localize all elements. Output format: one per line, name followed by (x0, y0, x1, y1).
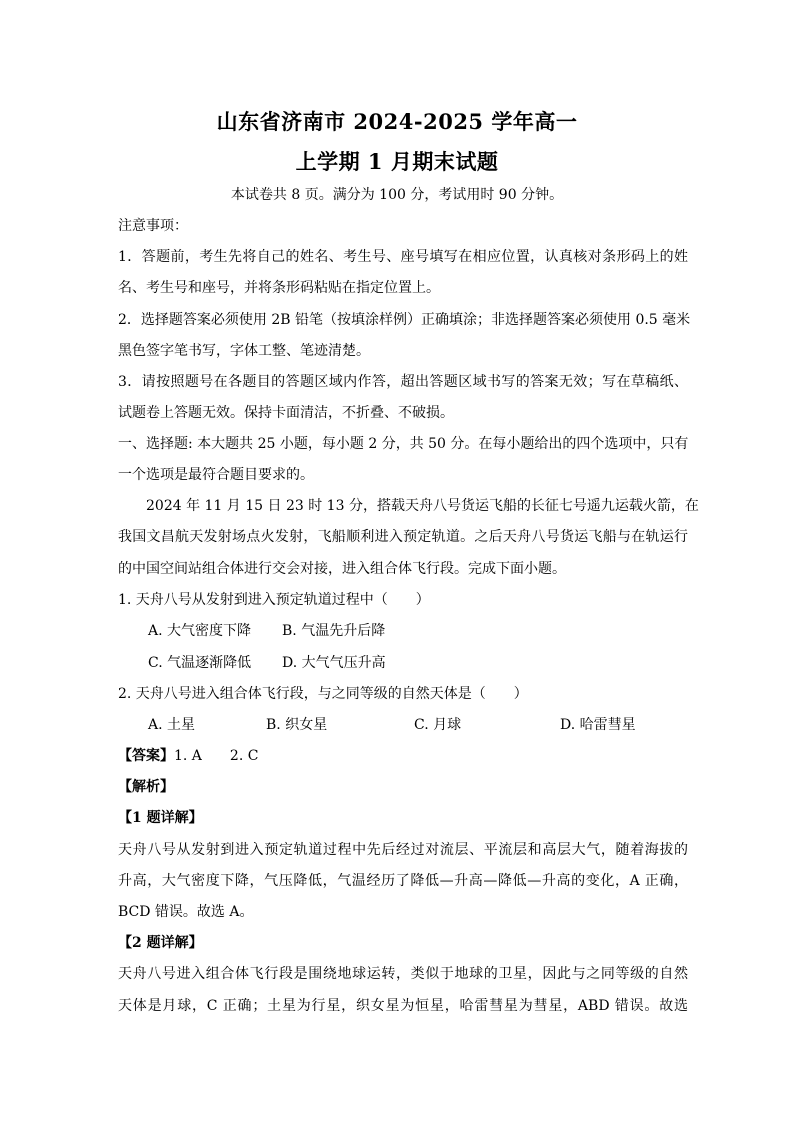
detail-2-line2: 天体是月球，C 正确；土星为行星，织女星为恒星，哈雷彗星为彗星，ABD 错误。故选 (118, 998, 688, 1014)
passage-line2: 我国文昌航天发射场点火发射，飞船顺利进入预定轨道。之后天舟八号货运飞船与在轨运行 (118, 529, 688, 545)
question-2-option-b: B. 织女星 (266, 717, 328, 733)
section-heading-line1: 一、选择题: 本大题共 25 小题，每小题 2 分，共 50 分。在每小题给出的四个选项中，只有 (118, 436, 689, 452)
detail-2-label: 【2 题详解】 (118, 935, 203, 951)
question-1-option-d: D. 大气气压升高 (282, 655, 386, 671)
notice-item-2-line2: 黑色签字笔书写，字体工整、笔迹清楚。 (118, 343, 370, 359)
question-1-option-a: A. 大气密度下降 (148, 623, 252, 639)
answer-label: 【答案】 (118, 748, 174, 764)
passage-line1: 2024 年 11 月 15 日 23 时 13 分，搭载天舟八号货运飞船的长征七号遥九运载火箭，在 (146, 498, 699, 514)
question-2-option-c: C. 月球 (414, 717, 462, 733)
question-2-stem: 2. 天舟八号进入组合体飞行段，与之同等级的自然天体是（ ） (118, 686, 528, 702)
question-1-option-c: C. 气温逐渐降低 (148, 655, 252, 671)
detail-1-label: 【1 题详解】 (118, 810, 203, 826)
passage-line3: 的中国空间站组合体进行交会对接，进入组合体飞行段。完成下面小题。 (118, 561, 566, 577)
notice-item-3-line1: 3．请按照题号在各题目的答题区域内作答，超出答题区域书写的答案无效；写在草稿纸、 (118, 374, 688, 390)
question-2-option-a: A. 土星 (148, 717, 196, 733)
answer-line (118, 746, 688, 766)
question-1-option-b: B. 气温先升后降 (282, 623, 386, 639)
detail-1-line3: BCD 错误。故选 A。 (118, 904, 254, 920)
exam-title-line2: 上学期 1 月期末试题 (295, 149, 499, 174)
notice-heading: 注意事项： (118, 218, 188, 234)
notice-item-2-line1: 2．选择题答案必须使用 2B 铅笔（按填涂样例）正确填涂；非选择题答案必须使用 0.5 毫米 (118, 312, 691, 328)
answer-text: 1. A 2. C (174, 748, 259, 764)
notice-item-3-line2: 试题卷上答题无效。保持卡面清洁，不折叠、不破损。 (118, 405, 454, 421)
exam-subtitle: 本试卷共 8 页。满分为 100 分，考试用时 90 分钟。 (230, 187, 564, 203)
analysis-label: 【解析】 (118, 779, 174, 795)
detail-2-line1: 天舟八号进入组合体飞行段是围绕地球运转，类似于地球的卫星，因此与之同等级的自然 (118, 966, 688, 982)
detail-1-line1: 天舟八号从发射到进入预定轨道过程中先后经过对流层、平流层和高层大气，随着海拔的 (118, 842, 688, 858)
question-2-option-d: D. 哈雷彗星 (560, 717, 636, 733)
section-heading-line2: 一个选项是最符合题目要求的。 (118, 467, 314, 483)
detail-1-line2: 升高，大气密度下降，气压降低，气温经历了降低—升高—降低—升高的变化，A 正确， (118, 873, 688, 889)
exam-title-line1: 山东省济南市 2024-2025 学年高一 (216, 109, 578, 134)
question-1-stem: 1. 天舟八号从发射到进入预定轨道过程中（ ） (118, 592, 430, 608)
notice-item-1-line2: 名、考生号和座号，并将条形码粘贴在指定位置上。 (118, 280, 440, 296)
notice-item-1-line1: 1．答题前，考生先将自己的姓名、考生号、座号填写在相应位置，认真核对条形码上的姓 (118, 249, 688, 265)
